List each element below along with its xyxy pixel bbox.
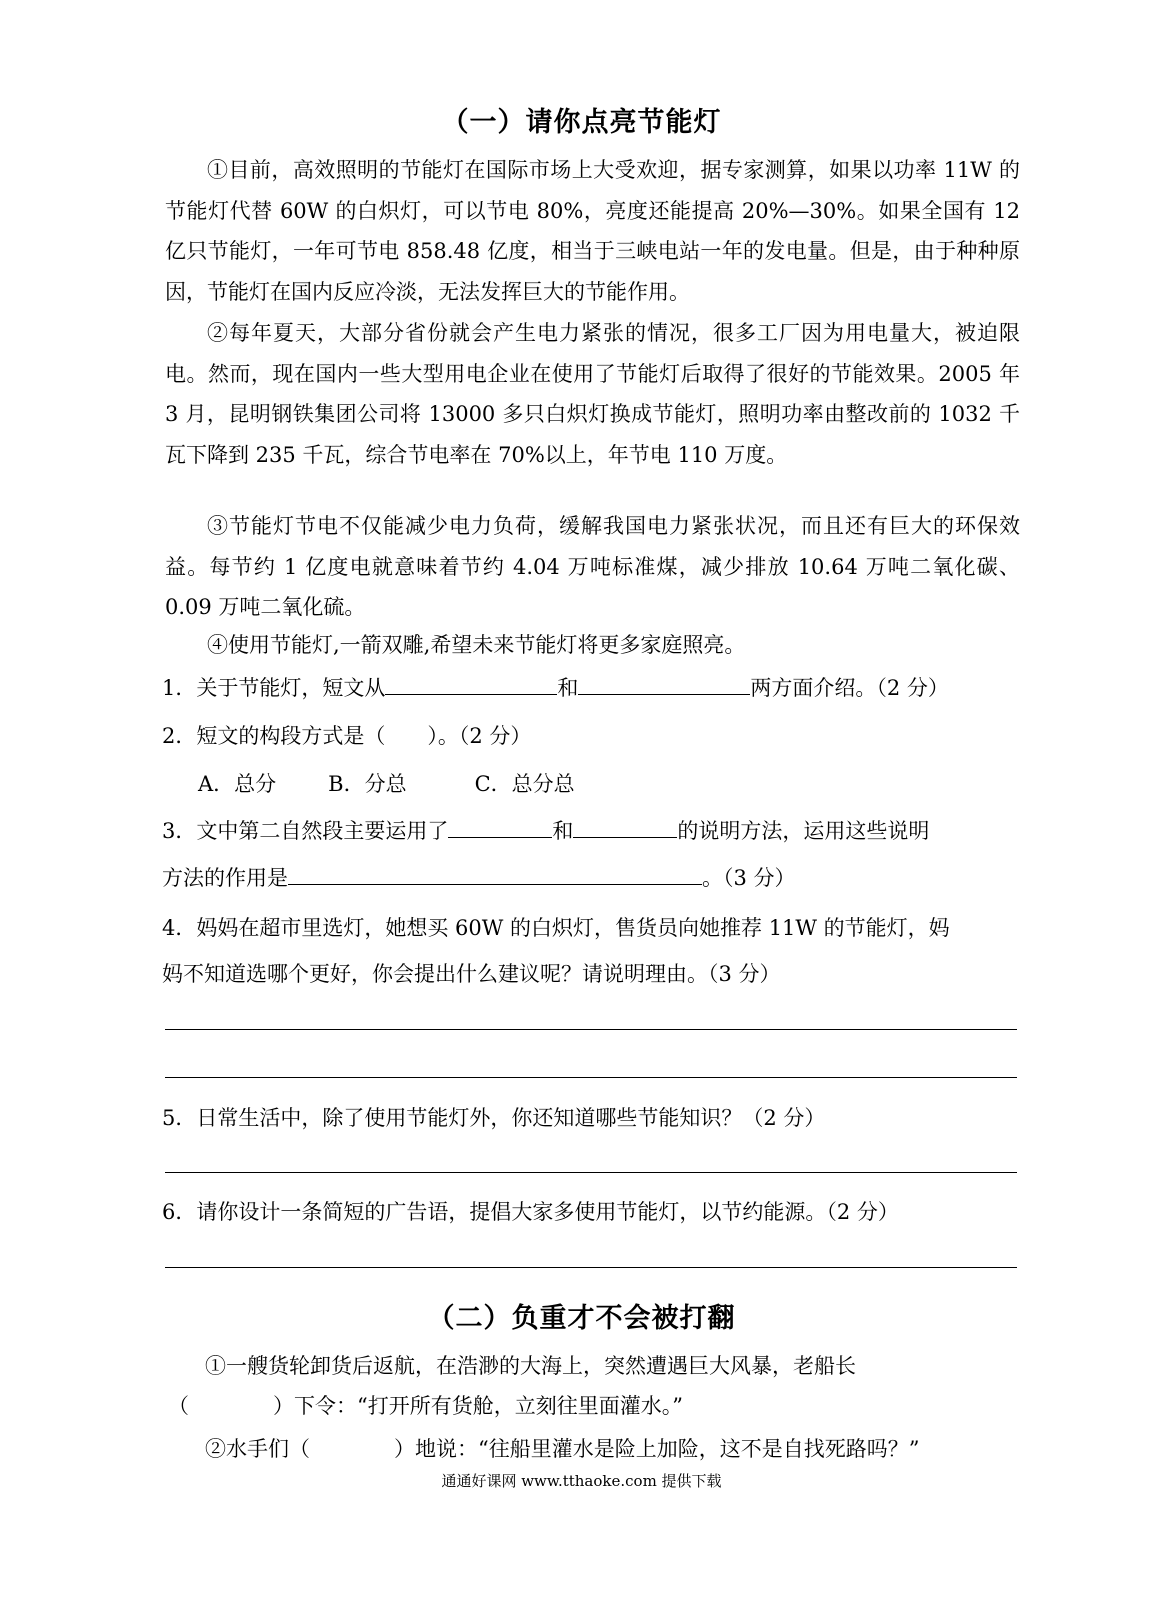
- story-paragraph-1-line-2: （ ）下令：“打开所有货舱，立刻往里面灌水。”: [168, 1394, 683, 1418]
- answer-blank[interactable]: [573, 815, 677, 838]
- question-4-line-1: 4．妈妈在超市里选灯，她想买 60W 的白炽灯，售货员向她推荐 11W 的节能灯，妈: [162, 916, 950, 940]
- option-a[interactable]: A．总分: [198, 772, 277, 796]
- question-6: 6．请你设计一条简短的广告语，提倡大家多使用节能灯，以节约能源。（2 分）: [162, 1200, 899, 1224]
- paragraph-2: ②每年夏天，大部分省份就会产生电力紧张的情况，很多工厂因为用电量大，被迫限电。然而，现在国内一些大型用电企业在使用了节能灯后取得了很好的节能效果。2005 年 3 月，昆明钢铁集团公司将 13000 多只白炽灯换成节能灯，照明功率由整改前的 1032 千瓦下降到 235 千瓦，综合节电率在 70%以上，年节电 110 万度。: [165, 321, 1020, 467]
- question-1: 1．关于节能灯，短文从 和 两方面介绍。（2 分）: [162, 672, 949, 702]
- answer-line[interactable]: [165, 1172, 1017, 1173]
- answer-blank[interactable]: [578, 672, 750, 695]
- answer-blank[interactable]: [448, 815, 552, 838]
- paragraph-1: ①目前，高效照明的节能灯在国际市场上大受欢迎，据专家测算，如果以功率 11W 的节能灯代替 60W 的白炽灯，可以节电 80%，亮度还能提高 20%—30%。如果全国有 12 亿只节能灯，一年可节电 858.48 亿度，相当于三峡电站一年的发电量。但是，由于种种原因，节能灯在国内反应冷淡，无法发挥巨大的节能作用。: [165, 158, 1020, 304]
- question-2-options: [198, 768, 575, 798]
- question-3-continued: 方法的作用是 。（3 分）: [162, 862, 796, 892]
- question-5: 5．日常生活中，除了使用节能灯外，你还知道哪些节能知识？（2 分）: [162, 1106, 826, 1130]
- answer-line[interactable]: [165, 1077, 1017, 1078]
- section-title-1: （一）请你点亮节能灯: [441, 107, 722, 138]
- answer-line[interactable]: [165, 1029, 1017, 1030]
- question-3: 3．文中第二自然段主要运用了 和 的说明方法，运用这些说明: [162, 815, 929, 845]
- answer-blank[interactable]: [385, 672, 557, 695]
- option-c[interactable]: C．总分总: [474, 772, 575, 796]
- footer-source: 通通好课网 www.tthaoke.com 提供下载: [441, 1472, 722, 1490]
- answer-blank[interactable]: [288, 862, 702, 885]
- story-paragraph-1-line-1: ①一艘货轮卸货后返航，在浩渺的大海上，突然遭遇巨大风暴，老船长: [205, 1354, 856, 1378]
- section-title-2: （二）负重才不会被打翻: [427, 1303, 736, 1334]
- paragraph-4: ④使用节能灯,一箭双雕,希望未来节能灯将更多家庭照亮。: [207, 633, 746, 657]
- question-2: 2．短文的构段方式是（ ）。（2 分）: [162, 724, 532, 748]
- paragraph-3: ③节能灯节电不仅能减少电力负荷，缓解我国电力紧张状况，而且还有巨大的环保效益。每节约 1 亿度电就意味着节约 4.04 万吨标准煤，减少排放 10.64 万吨二氧化碳、0.09 万吨二氧化硫。: [165, 514, 1020, 619]
- question-4-line-2: 妈不知道选哪个更好，你会提出什么建议呢？请说明理由。（3 分）: [162, 962, 781, 986]
- answer-line[interactable]: [165, 1267, 1017, 1268]
- option-b[interactable]: B．分总: [328, 772, 407, 796]
- story-paragraph-2-line-1: ②水手们（ ）地说：“往船里灌水是险上加险，这不是自找死路吗？”: [205, 1437, 920, 1461]
